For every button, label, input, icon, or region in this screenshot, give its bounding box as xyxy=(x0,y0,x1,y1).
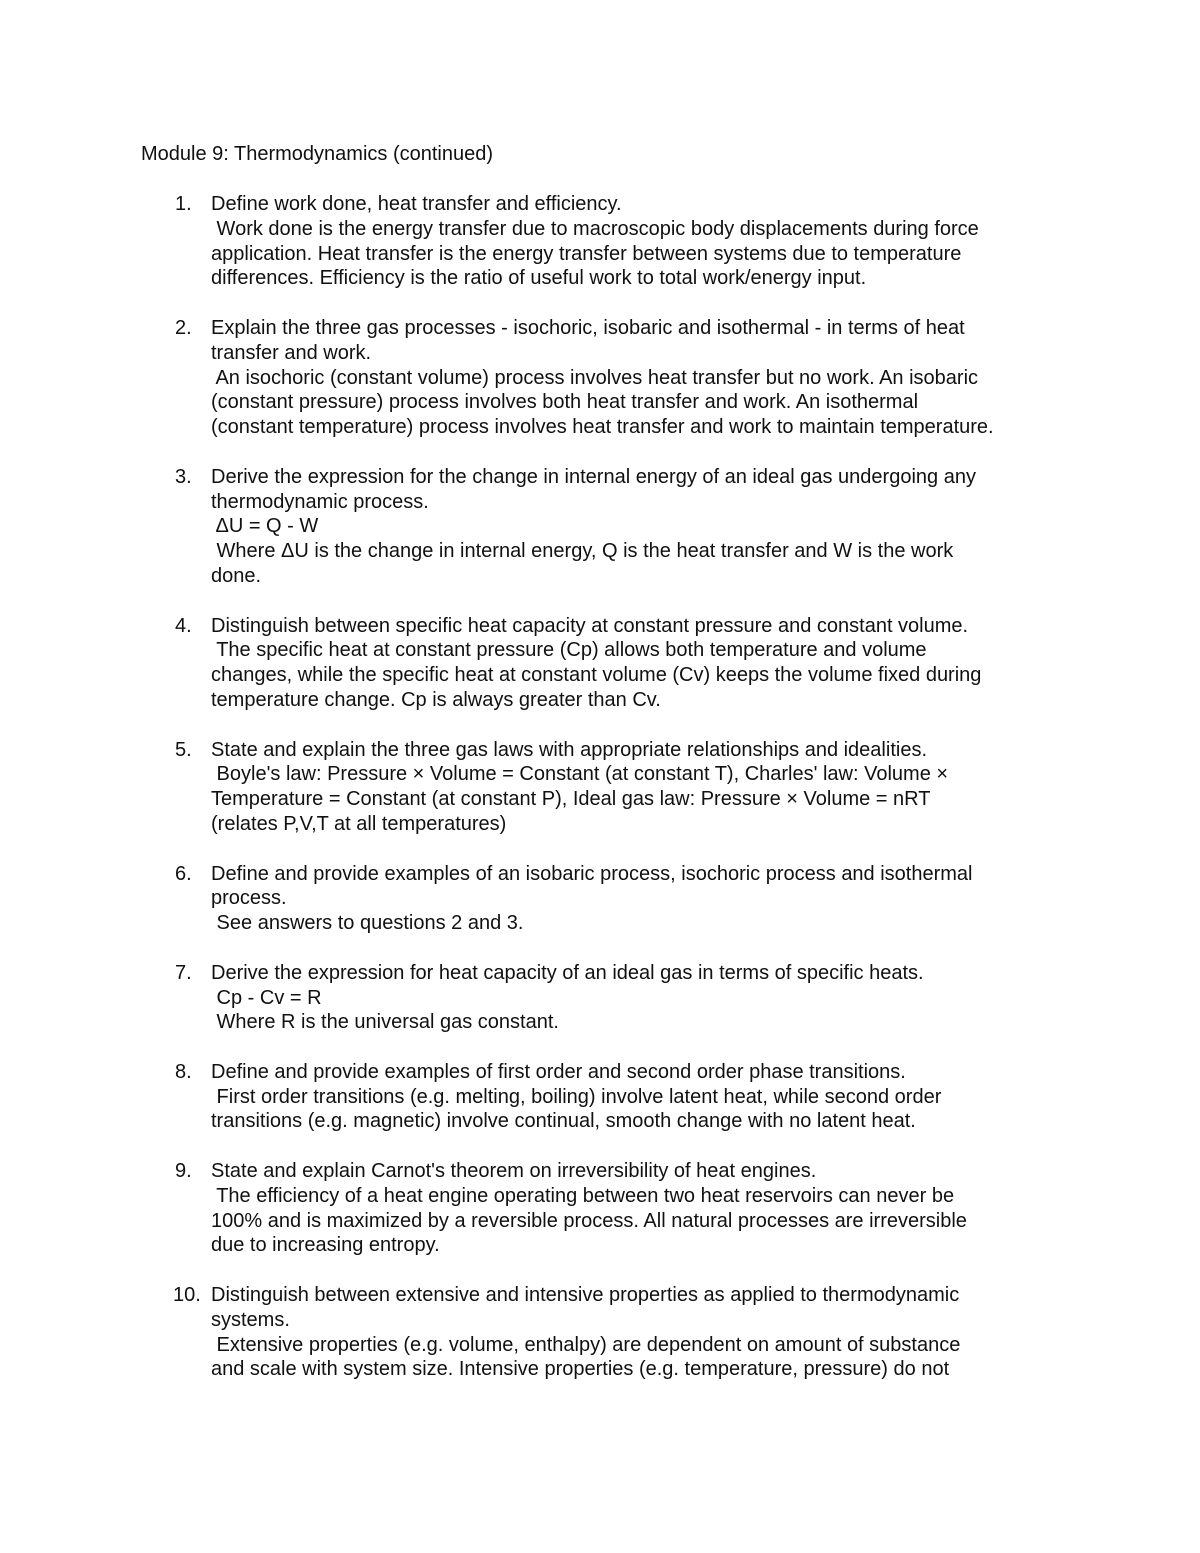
question-line: Define and provide examples of first order and second order phase transitions. xyxy=(211,1060,906,1083)
question-line: Explain the three gas processes - isochoric, isobaric and isothermal - in terms of heat xyxy=(211,316,965,339)
question-line: State and explain Carnot's theorem on irreversibility of heat engines. xyxy=(211,1160,817,1183)
list-item xyxy=(0,738,1200,837)
answer-line: Temperature = Constant (at constant P), Ideal gas law: Pressure × Volume = nRT xyxy=(211,788,931,811)
item-text xyxy=(211,862,1200,936)
question-line: State and explain the three gas laws with appropriate relationships and idealities. xyxy=(211,738,927,761)
answer-line: due to increasing entropy. xyxy=(211,1234,440,1257)
answer-line: Extensive properties (e.g. volume, enthalpy) are dependent on amount of substance xyxy=(211,1333,961,1356)
item-text xyxy=(211,1283,1200,1382)
answer-line: (relates P,V,T at all temperatures) xyxy=(211,812,507,835)
list-item xyxy=(0,961,1200,1035)
question-line: Derive the expression for heat capacity of an ideal gas in terms of specific heats. xyxy=(211,961,924,984)
answer-line: Boyle's law: Pressure × Volume = Constant (at constant T), Charles' law: Volume × xyxy=(211,763,949,786)
item-number: 9. xyxy=(175,1160,192,1183)
document-title: Module 9: Thermodynamics (continued) xyxy=(141,143,494,165)
list-item xyxy=(0,192,1200,291)
answer-line: systems. xyxy=(211,1308,290,1331)
list-item xyxy=(0,862,1200,936)
answer-line: Cp - Cv = R xyxy=(211,986,322,1009)
item-number: 1. xyxy=(175,193,192,215)
answer-line: transitions (e.g. magnetic) involve continual, smooth change with no latent heat. xyxy=(211,1110,916,1133)
answer-line: transfer and work. xyxy=(211,341,372,364)
item-text xyxy=(211,738,1200,837)
item-text xyxy=(211,192,1200,291)
item-number: 2. xyxy=(175,316,192,339)
question-line: Derive the expression for the change in internal energy of an ideal gas undergoing any xyxy=(211,465,976,488)
item-number: 10. xyxy=(173,1284,201,1307)
item-number: 4. xyxy=(175,614,192,637)
item-number: 6. xyxy=(175,862,192,885)
item-number: 3. xyxy=(175,465,192,488)
answer-line: changes, while the specific heat at constant volume (Cv) keeps the volume fixed during xyxy=(211,664,982,687)
answer-line: See answers to questions 2 and 3. xyxy=(211,912,524,935)
answer-line: process. xyxy=(211,887,287,910)
list-item xyxy=(0,1060,1200,1134)
answer-line: thermodynamic process. xyxy=(211,490,429,513)
answer-line: An isochoric (constant volume) process involves heat transfer but no work. An isobaric xyxy=(211,366,979,389)
list-item xyxy=(0,465,1200,589)
answer-line: Where ΔU is the change in internal energy, Q is the heat transfer and W is the work xyxy=(211,540,954,563)
question-line: Define work done, heat transfer and efficiency. xyxy=(211,193,622,215)
answer-line: Work done is the energy transfer due to macroscopic body displacements during force xyxy=(211,217,979,240)
answer-line: ΔU = Q - W xyxy=(211,515,319,538)
item-text xyxy=(211,1060,1200,1134)
answer-line: First order transitions (e.g. melting, boiling) involve latent heat, while second order xyxy=(211,1085,942,1108)
answer-line: (constant temperature) process involves heat transfer and work to maintain temperature. xyxy=(211,416,994,439)
answer-line: (constant pressure) process involves both heat transfer and work. An isothermal xyxy=(211,391,919,414)
list-item xyxy=(0,614,1200,713)
item-text xyxy=(211,961,1200,1035)
list-item xyxy=(0,316,1200,440)
item-text xyxy=(211,1159,1200,1258)
answer-line: Where R is the universal gas constant. xyxy=(211,1011,559,1034)
question-line: Distinguish between specific heat capacity at constant pressure and constant volume. xyxy=(211,614,969,637)
answer-line: The specific heat at constant pressure (Cp) allows both temperature and volume xyxy=(211,639,927,662)
list-item xyxy=(0,1283,1200,1382)
item-number: 8. xyxy=(175,1060,192,1083)
answer-line: The efficiency of a heat engine operating between two heat reservoirs can never be xyxy=(211,1184,955,1207)
item-text xyxy=(211,465,1200,589)
question-line: Define and provide examples of an isobaric process, isochoric process and isothermal xyxy=(211,862,973,885)
question-list xyxy=(0,192,1200,1407)
answer-line: and scale with system size. Intensive properties (e.g. temperature, pressure) do not xyxy=(211,1358,950,1381)
answer-line: application. Heat transfer is the energy transfer between systems due to temperature xyxy=(211,242,962,265)
list-item xyxy=(0,1159,1200,1258)
answer-line: 100% and is maximized by a reversible process. All natural processes are irreversible xyxy=(211,1209,967,1232)
item-number: 5. xyxy=(175,738,192,761)
item-text xyxy=(211,614,1200,713)
answer-line: differences. Efficiency is the ratio of useful work to total work/energy input. xyxy=(211,267,867,290)
question-line: Distinguish between extensive and intensive properties as applied to thermodynamic xyxy=(211,1284,960,1307)
item-text xyxy=(211,316,1200,440)
answer-line: temperature change. Cp is always greater than Cv. xyxy=(211,688,661,711)
answer-line: done. xyxy=(211,564,262,587)
item-number: 7. xyxy=(175,961,192,984)
